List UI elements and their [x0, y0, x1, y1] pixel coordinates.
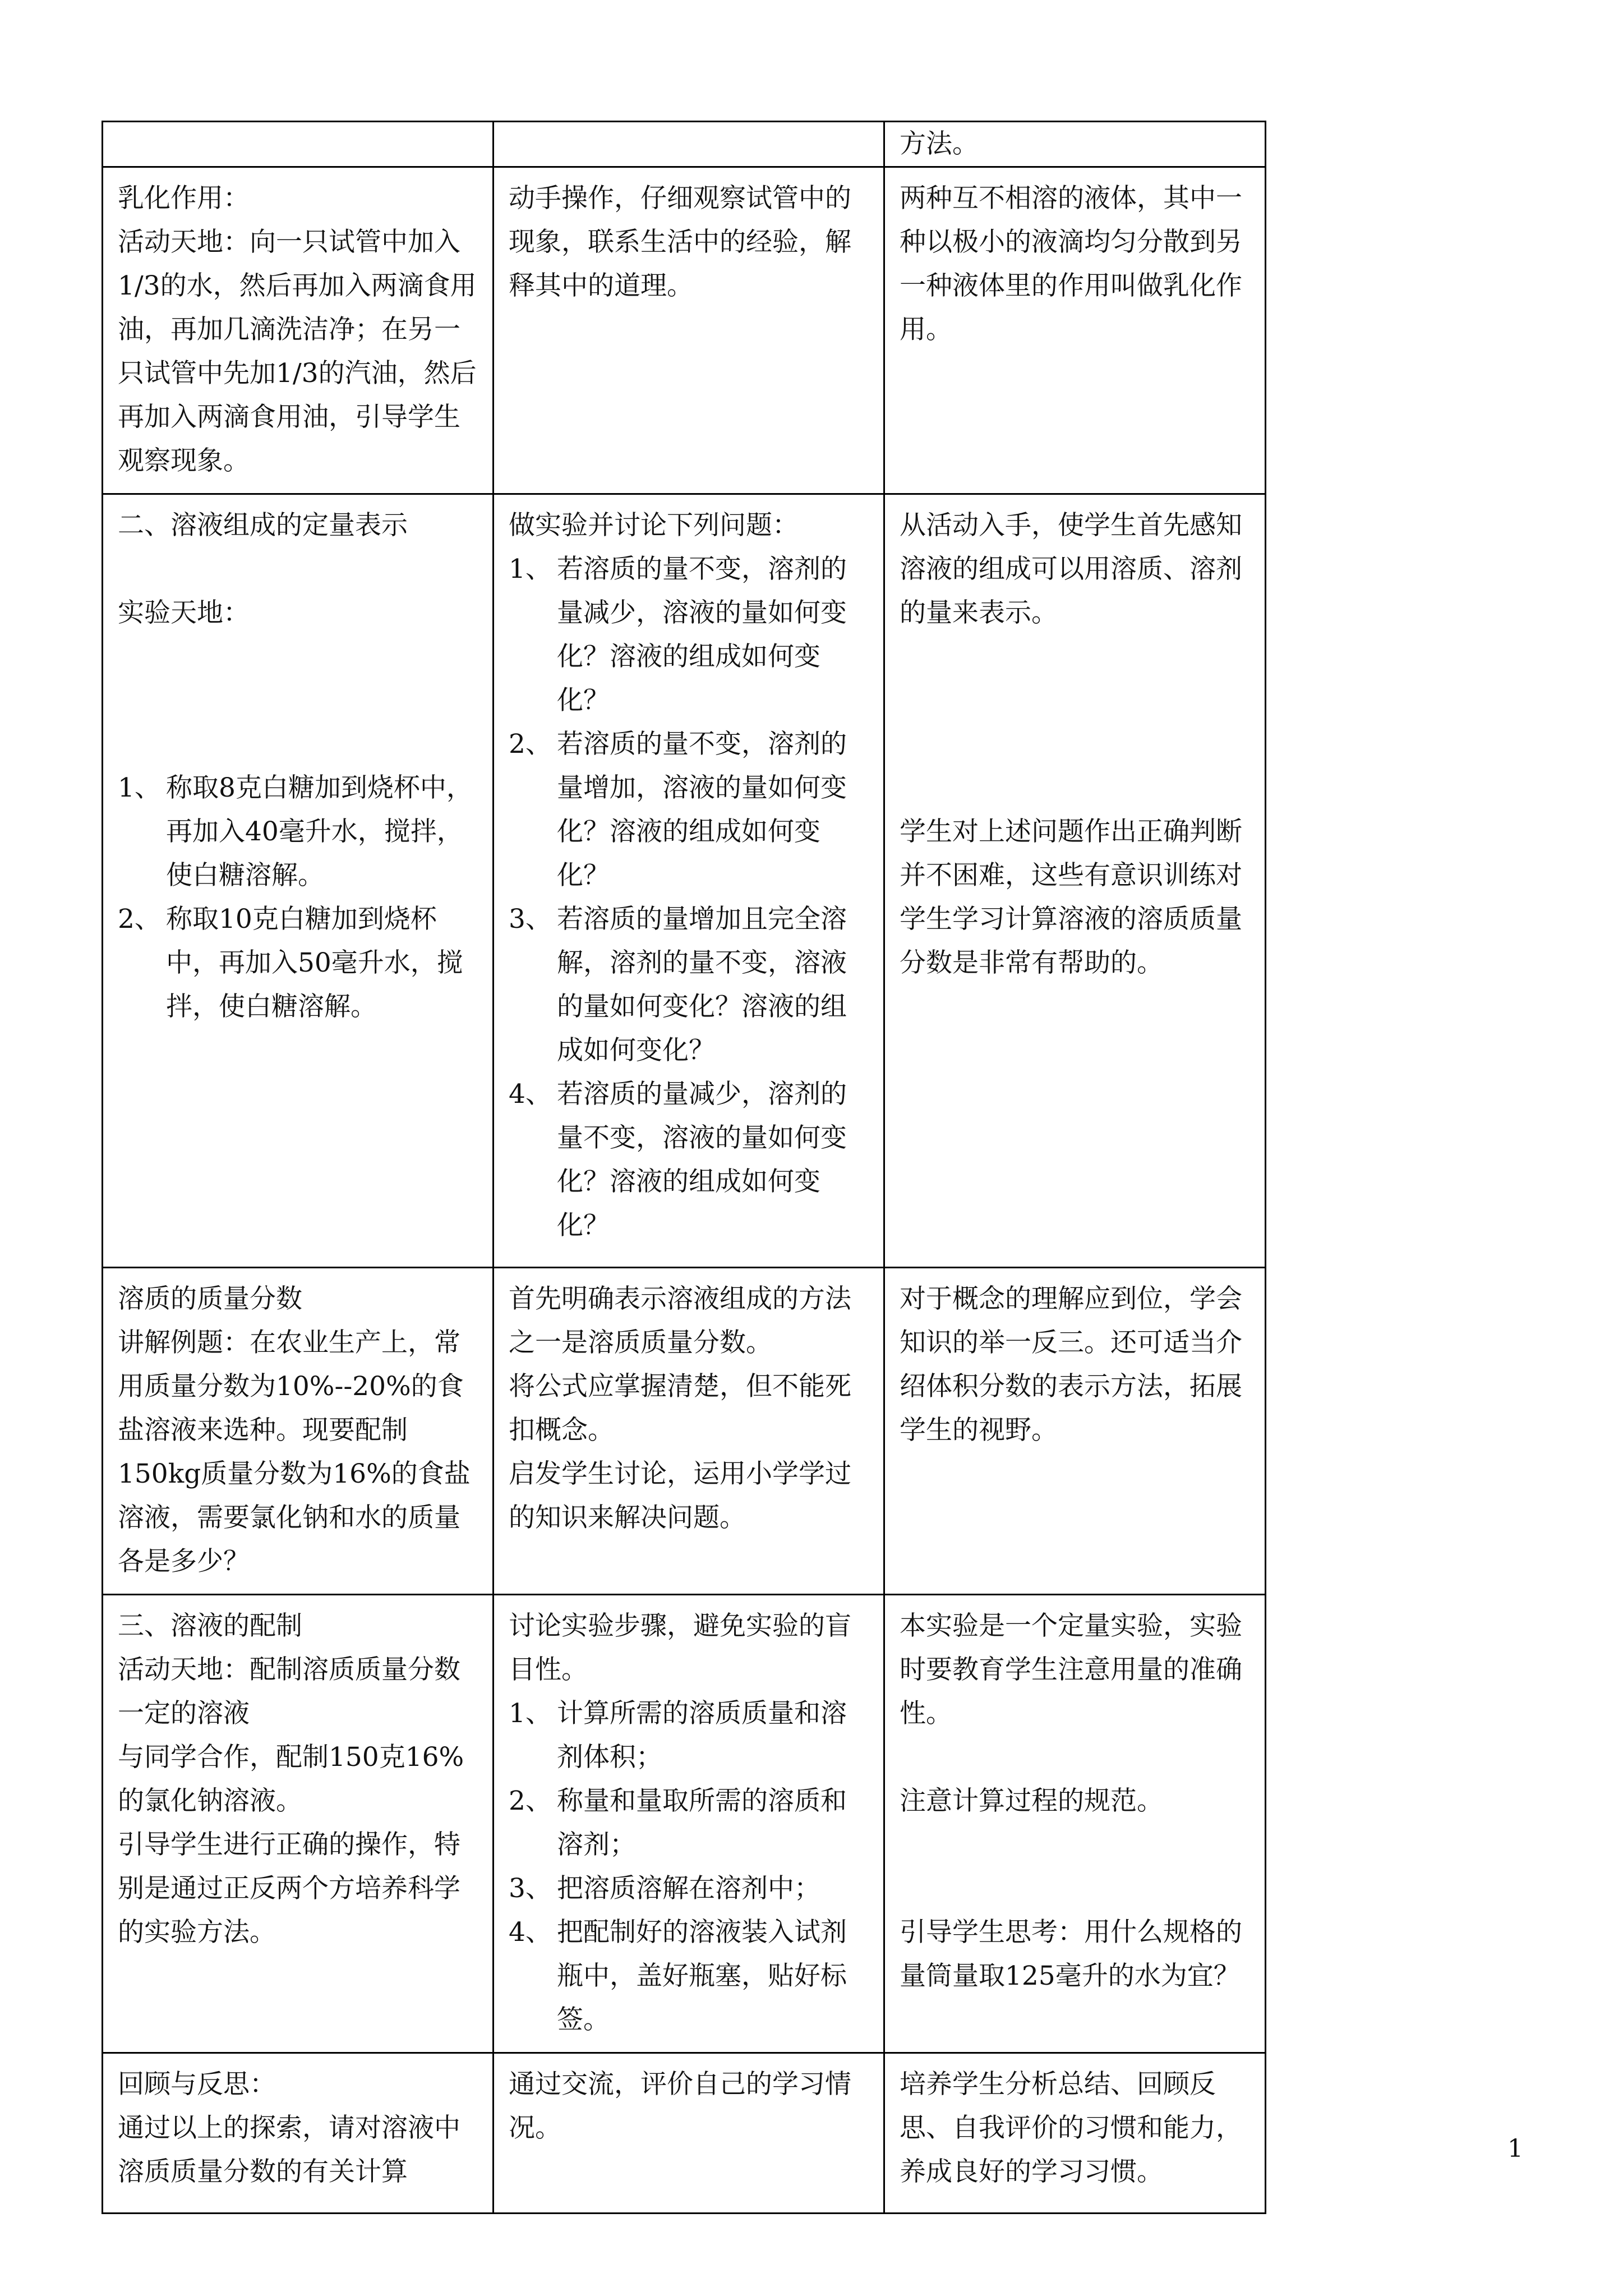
table-cell — [494, 1595, 884, 2053]
cell-text: 引导学生进行正确的操作，特别是通过正反两个方培养科学的实验方法。 — [118, 1829, 460, 1948]
table-cell — [494, 122, 884, 167]
cell-text: 通过交流，评价自己的学习情况。 — [509, 2069, 851, 2143]
cell-text: 学生对上述问题作出正确判断并不困难，这些有意识训练对学生学习计算溶液的溶质质量分数是非常有帮助的。 — [900, 816, 1242, 978]
section-heading: 乳化作用： — [118, 183, 250, 214]
table-cell — [884, 122, 1266, 167]
table-cell — [494, 167, 884, 494]
table-cell — [103, 1595, 494, 2053]
list-item: 3、 若溶质的量增加且完全溶解，溶剂的量不变，溶液的量如何变化？溶液的组成如何变化？ — [509, 904, 847, 1066]
section-heading: 回顾与反思： — [118, 2069, 276, 2100]
table-cell — [103, 122, 494, 167]
numbered-list — [118, 766, 480, 1029]
table-cell — [103, 1268, 494, 1595]
cell-text: 实验天地： — [118, 597, 250, 628]
cell-text: 讨论实验步骤，避免实验的盲目性。 — [509, 1611, 851, 1685]
table-cell — [103, 2053, 494, 2214]
list-item: 2、 若溶质的量不变，溶剂的量增加，溶液的量如何变化？溶液的组成如何变化？ — [509, 729, 847, 891]
list-item: 1、 计算所需的溶质质量和溶剂体积； — [509, 1698, 847, 1773]
section-heading: 三、溶液的配制 — [118, 1611, 302, 1641]
table-row — [103, 167, 1266, 494]
list-item: 2、 称量和量取所需的溶质和溶剂； — [509, 1786, 847, 1860]
cell-text: 动手操作，仔细观察试管中的现象，联系生活中的经验，解释其中的道理。 — [509, 183, 851, 301]
list-item: 3、 把溶质溶解在溶剂中； — [509, 1873, 820, 1904]
section-heading: 二、溶液组成的定量表示 — [118, 510, 408, 541]
list-item: 1、 若溶质的量不变，溶剂的量减少，溶液的量如何变化？溶液的组成如何变化？ — [509, 554, 847, 716]
cell-text: 将公式应掌握清楚，但不能死扣概念。 — [509, 1371, 851, 1446]
list-item: 2、 称取10克白糖加到烧杯中，再加入50毫升水，搅拌，使白糖溶解。 — [118, 904, 463, 1022]
table-row — [103, 1268, 1266, 1595]
table-cell — [103, 494, 494, 1268]
table-cell — [494, 1268, 884, 1595]
table-cell — [884, 494, 1266, 1268]
cell-text: 注意计算过程的规范。 — [900, 1786, 1163, 1816]
cell-text: 方法。 — [900, 128, 979, 159]
cell-text: 通过以上的探索，请对溶液中溶质质量分数的有关计算 — [118, 2113, 460, 2187]
table-cell — [494, 494, 884, 1268]
section-heading: 溶质的质量分数 — [118, 1283, 302, 1314]
table-cell — [884, 1268, 1266, 1595]
lesson-plan-table — [102, 121, 1266, 2214]
numbered-list — [509, 1692, 871, 2042]
cell-text: 活动天地：配制溶质质量分数一定的溶液 — [118, 1654, 460, 1729]
table-cell — [494, 2053, 884, 2214]
list-item: 1、 称取8克白糖加到烧杯中，再加入40毫升水，搅拌，使白糖溶解。 — [118, 772, 473, 891]
table-row — [103, 1595, 1266, 2053]
page-number: 1 — [1507, 2134, 1523, 2163]
table-cell — [884, 2053, 1266, 2214]
list-item: 4、 把配制好的溶液装入试剂瓶中，盖好瓶塞，贴好标签。 — [509, 1917, 847, 2035]
table-cell — [884, 1595, 1266, 2053]
cell-text: 首先明确表示溶液组成的方法之一是溶质质量分数。 — [509, 1283, 851, 1358]
table-cell — [884, 167, 1266, 494]
table-row — [103, 494, 1266, 1268]
cell-text: 与同学合作，配制150克16%的氯化钠溶液。 — [118, 1742, 464, 1816]
cell-text: 做实验并讨论下列问题： — [509, 510, 799, 541]
cell-text: 从活动入手，使学生首先感知溶液的组成可以用溶质、溶剂的量来表示。 — [900, 510, 1242, 628]
list-item: 4、 若溶质的量减少，溶剂的量不变，溶液的量如何变化？溶液的组成如何变化？ — [509, 1079, 847, 1241]
cell-text: 培养学生分析总结、回顾反思、自我评价的习惯和能力，养成良好的学习习惯。 — [900, 2069, 1242, 2187]
table-row — [103, 122, 1266, 167]
cell-text: 活动天地：向一只试管中加入1/3的水，然后再加入两滴食用油，再加几滴洗洁净；在另一只试管中先加1/3的汽油，然后再加入两滴食用油，引导学生观察现象。 — [118, 227, 477, 476]
cell-text: 两种互不相溶的液体，其中一种以极小的液滴均匀分散到另一种液体里的作用叫做乳化作用。 — [900, 183, 1242, 345]
cell-text: 对于概念的理解应到位，学会知识的举一反三。还可适当介绍体积分数的表示方法，拓展学生的视野。 — [900, 1283, 1242, 1446]
table-row — [103, 2053, 1266, 2214]
cell-text: 讲解例题：在农业生产上，常用质量分数为10%--20%的食盐溶液来选种。现要配制150kg质量分数为16%的食盐溶液，需要氯化钠和水的质量各是多少？ — [118, 1327, 471, 1577]
table-cell — [103, 167, 494, 494]
cell-text: 启发学生讨论，运用小学学过的知识来解决问题。 — [509, 1458, 851, 1533]
numbered-list — [509, 547, 871, 1248]
cell-text: 本实验是一个定量实验，实验时要教育学生注意用量的准确性。 — [900, 1611, 1242, 1729]
cell-text: 引导学生思考：用什么规格的量筒量取125毫升的水为宜？ — [900, 1917, 1242, 1991]
